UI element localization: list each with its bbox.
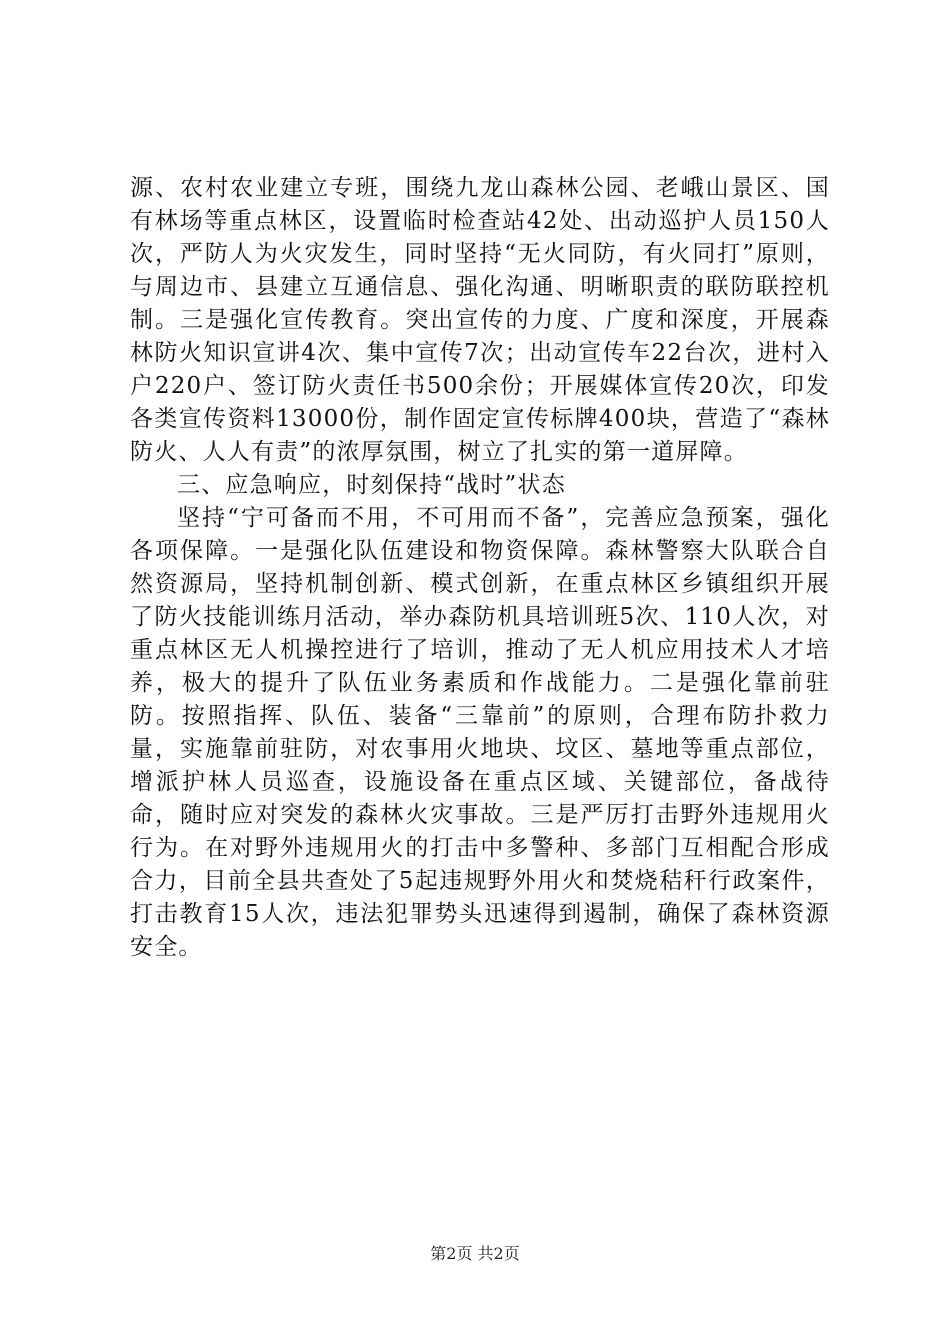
document-body [130,172,830,964]
paragraph-emergency-response: 坚持“宁可备而不用，不可用而不备”，完善应急预案，强化各项保障。一是强化队伍建设和物资保障。森林警察大队联合自然资源局，坚持机制创新、模式创新，在重点林区乡镇组织开展了防火技能训练月活动，举办森防机具培训班5次、110人次，对重点林区无人机操控进行了培训，推动了无人机应用技术人才培养，极大的提升了队伍业务素质和作战能力。二是强化靠前驻防。按照指挥、队伍、装备“三靠前”的原则，合理布防扑救力量，实施靠前驻防，对农事用火地块、坟区、墓地等重点部位，增派护林人员巡查，设施设备在重点区域、关键部位，备战待命，随时应对突发的森林火灾事故。三是严厉打击野外违规用火行为。在对野外违规用火的打击中多警种、多部门互相配合形成合力，目前全县共查处了5起违规野外用火和焚烧秸秆行政案件，打击教育15人次，违法犯罪势头迅速得到遏制，确保了森林资源安全。 [130,505,830,960]
page-number-footer: 第2页 共2页 [430,1244,520,1263]
section-heading: 三、应急响应，时刻保持“战时”状态 [177,472,566,498]
paragraph-continued: 源、农村农业建立专班，围绕九龙山森林公园、老峨山景区、国有林场等重点林区，设置临时检查站42处、出动巡护人员150人次，严防人为火灾发生，同时坚持“无火同防，有火同打”原则，与周边市、县建立互通信息、强化沟通、明晰职责的联防联控机制。三是强化宣传教育。突出宣传的力度、广度和深度，开展森林防火知识宣讲4次、集中宣传7次；出动宣传车22台次，进村入户220户、签订防火责任书500余份；开展媒体宣传20次，印发各类宣传资料13000份，制作固定宣传标牌400块，营造了“森林防火、人人有责”的浓厚氛围，树立了扎实的第一道屏障。 [130,175,830,465]
